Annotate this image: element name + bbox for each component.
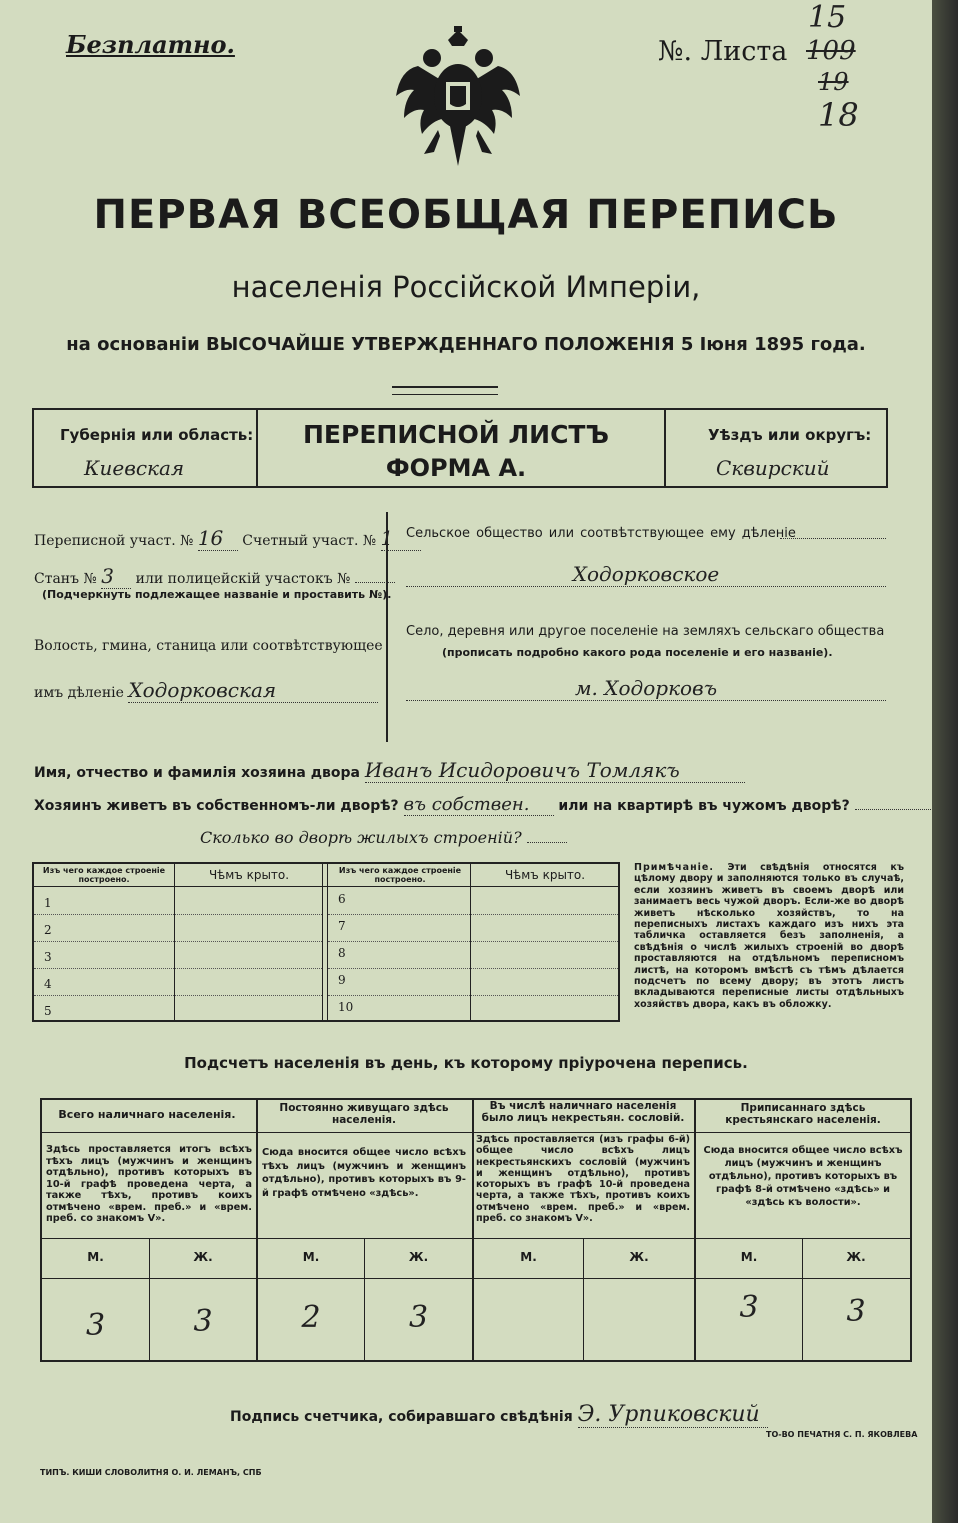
stan-value: 3 [101, 564, 131, 589]
buildings-count-label: Сколько во дворѣ жилыхъ строеній? [200, 828, 522, 847]
selskoe-value: Ходорковское [406, 562, 886, 587]
owner-lives-label: Хозяинъ живетъ въ собственномъ-ли дворѣ? [34, 798, 399, 814]
stan-note: (Подчеркнуть подлежащее названіе и проставить №). [42, 588, 392, 601]
form-title: ПЕРЕПИСНОЙ ЛИСТЪ [303, 420, 609, 449]
note-title: Примѣчаніе. [634, 862, 714, 873]
buildings-col3-header: Изъ чего каждое строеніе построено. [338, 866, 462, 884]
sheet-number-label: №. Листа [658, 36, 788, 67]
pop-col2-desc: Сюда вносится общее число всѣхъ тѣхъ лицъ (мужчинъ и женщинъ отдѣльно), противъ которыхъ въ 9-й графѣ отмѣчено «здѣсь». [262, 1147, 466, 1199]
guberniya-label: Губернія или область: [60, 426, 254, 444]
main-title: ПЕРВАЯ ВСЕОБЩАЯ ПЕРЕПИСЬ [93, 192, 839, 238]
signature-label: Подпись счетчика, собиравшаго свѣдѣнія [230, 1409, 573, 1425]
subtitle: населенія Россійской Имперіи, [231, 270, 701, 304]
owner-lives-or: или на квартирѣ въ чужомъ дворѣ? [558, 798, 850, 814]
uezd-value: Сквирский [716, 456, 830, 480]
buildings-col4-header: Чѣмъ крыто. [504, 868, 586, 882]
pop-col2-m-value: 2 [301, 1300, 321, 1335]
pop-col4-m-value: 3 [739, 1290, 759, 1325]
selo-value: м. Ходорковъ [406, 676, 886, 701]
buildings-left-rows [34, 888, 322, 1022]
stan-or-label: или полицейскій участокъ № [135, 571, 351, 587]
double-headed-eagle-emblem [392, 26, 524, 176]
sheet-number-final: 18 [818, 96, 859, 134]
sheet-number-mid: 19 [818, 68, 849, 96]
pop-col2-zh-value: 3 [408, 1300, 429, 1335]
building-row: 7 [328, 915, 618, 942]
owner-name-label: Имя, отчество и фамилія хозяина двора [34, 765, 360, 781]
basis-line: на основаніи ВЫСОЧАЙШЕ УТВЕРЖДЕННАГО ПОЛОЖЕНІЯ 5 Іюня 1895 года. [66, 334, 866, 355]
selskoe-line [780, 538, 886, 539]
pop-col2-zh-label: Ж. [408, 1250, 429, 1264]
buildings-count-row [200, 828, 567, 847]
perepis-uchast-value: 16 [198, 526, 238, 551]
pop-col4-zh-value: 3 [846, 1294, 866, 1329]
building-row: 4 [34, 969, 322, 996]
pop-col1-desc: Здѣсь проставляется итогъ всѣхъ тѣхъ лицъ (мужчинъ и женщинъ отдѣльно), противъ которыхъ въ 10-й графѣ проведена черта, а также тѣхъ, противъ коихъ отмѣчено «врем. преб.» и «врем. преб. со знакомъ V». [46, 1144, 252, 1224]
pop-col1-m-value: 3 [85, 1308, 106, 1343]
building-row: 5 [44, 1004, 52, 1018]
pop-col1-m-label: М. [87, 1250, 104, 1264]
pop-col3-zh-label: Ж. [629, 1250, 649, 1264]
pop-col4-zh-label: Ж. [846, 1250, 866, 1264]
pop-col1-header: Всего наличнаго населенія. [58, 1108, 236, 1121]
ornament-divider [392, 386, 498, 395]
volost-label: Волость, гмина, станица или соотвѣтствующее [34, 638, 383, 654]
sheet-number-struck: 109 [806, 36, 856, 66]
form-subtitle: ФОРМА А. [385, 454, 527, 482]
signature-value: Э. Урпиковский [578, 1402, 768, 1428]
building-row: 9 [328, 969, 618, 996]
footer-right: ТО-ВО ПЕЧАТНЯ С. П. ЯКОВЛЕВА [766, 1430, 918, 1439]
pop-col2-m-label: М. [302, 1250, 320, 1264]
perepis-uchast-row [34, 526, 421, 551]
pop-col3-m-label: М. [520, 1250, 537, 1264]
selskoe-label: Сельское общество или соотвѣтствующее ему дѣленіе [406, 526, 796, 541]
stan-label: Станъ № [34, 571, 97, 587]
buildings-note [634, 862, 904, 1010]
pop-col3-header: Въ числѣ наличнаго населенія было лицъ некрестьян. сословій. [481, 1100, 685, 1124]
footer-left: ТИПЪ. КИШИ СЛОВОЛИТНЯ О. И. ЛЕМАНЪ, СПБ [40, 1468, 262, 1477]
owner-row [34, 758, 745, 783]
stan-row [34, 564, 395, 589]
perepis-uchast-label: Переписной участ. № [34, 533, 194, 549]
owner-name-value: Иванъ Исидоровичъ Томлякъ [365, 758, 745, 783]
guberniya-value: Киевская [84, 456, 185, 480]
buildings-right-rows [328, 888, 618, 1022]
pop-col4-desc: Сюда вносится общее число всѣхъ лицъ (мужчинъ и женщинъ отдѣльно), противъ которыхъ въ графѣ 8-й отмѣчено «здѣсь» и «здѣсь къ волости». [703, 1145, 903, 1208]
population-heading: Подсчетъ населенія въ день, къ которому пріурочена перепись. [184, 1054, 748, 1072]
building-row: 6 [328, 888, 618, 915]
building-row: 2 [34, 915, 322, 942]
pop-col1-zh-value: 3 [193, 1304, 213, 1339]
volost-row [34, 678, 378, 703]
owner-lives-value: въ собствен. [404, 794, 554, 816]
schetny-value: 1 [381, 526, 421, 551]
uezd-label: Уѣздъ или округъ: [708, 426, 872, 444]
building-row: 8 [328, 942, 618, 969]
buildings-table [32, 862, 620, 1022]
owner-lives-row [34, 794, 932, 816]
building-row: 1 [34, 888, 322, 915]
pop-col4-m-label: М. [740, 1250, 758, 1264]
signature-row [230, 1402, 768, 1428]
pop-col2-header: Постоянно живущаго здѣсь населенія. [279, 1102, 449, 1126]
building-row: 10 [338, 1000, 354, 1014]
pop-col1-zh-label: Ж. [193, 1250, 213, 1264]
selo-note: (прописать подробно какого рода поселеніе и его названіе). [442, 646, 833, 659]
free-label: Безплатно. [66, 30, 235, 59]
pop-col3-desc: Здѣсь проставляется (изъ графы 6-й) общее число всѣхъ лицъ некрестьянскихъ сословій (мужчинъ и женщинъ отдѣльно), противъ которыхъ въ графѣ 10-й проведена черта, а также тѣхъ, противъ коихъ отмѣчено «врем. преб.» и «врем. преб. со знакомъ V». [476, 1134, 690, 1225]
pop-col4-header: Приписаннаго здѣсь крестьянскаго населенія. [725, 1102, 881, 1126]
selo-label: Село, деревня или другое поселеніе на земляхъ сельскаго общества [406, 624, 885, 639]
note-text: Эти свѣдѣнія относятся къ цѣлому двору и заполняются только въ случаѣ, если хозяинъ живетъ въ своемъ дворѣ или занимаетъ весь чужой дворъ. Если-же во дворѣ живетъ нѣсколько хозяйствъ, то на переписныхъ листахъ каждаго изъ нихъ эта табличка оставляется безъ заполненія, а свѣдѣнія о числѣ жилыхъ строеній во дворѣ проставляются на отдѣльномъ переписномъ листѣ, на которомъ вмѣстѣ съ тѣмъ дѣлается подсчетъ по всему двору; въ этотъ листъ вкладываются переписные листы отдѣльныхъ хозяйствъ двора, какъ въ обложку. [634, 862, 904, 1010]
volost-value: Ходорковская [128, 678, 378, 703]
binding-edge [932, 0, 958, 1523]
volost-label-2: имъ дѣленіе [34, 685, 124, 701]
schetny-label: Счетный участ. № [242, 533, 377, 549]
sheet-number-top: 15 [808, 0, 847, 35]
buildings-col2-header: Чѣмъ крыто. [208, 868, 290, 882]
buildings-col1-header: Изъ чего каждое строеніе построено. [42, 866, 166, 884]
building-row: 3 [34, 942, 322, 969]
